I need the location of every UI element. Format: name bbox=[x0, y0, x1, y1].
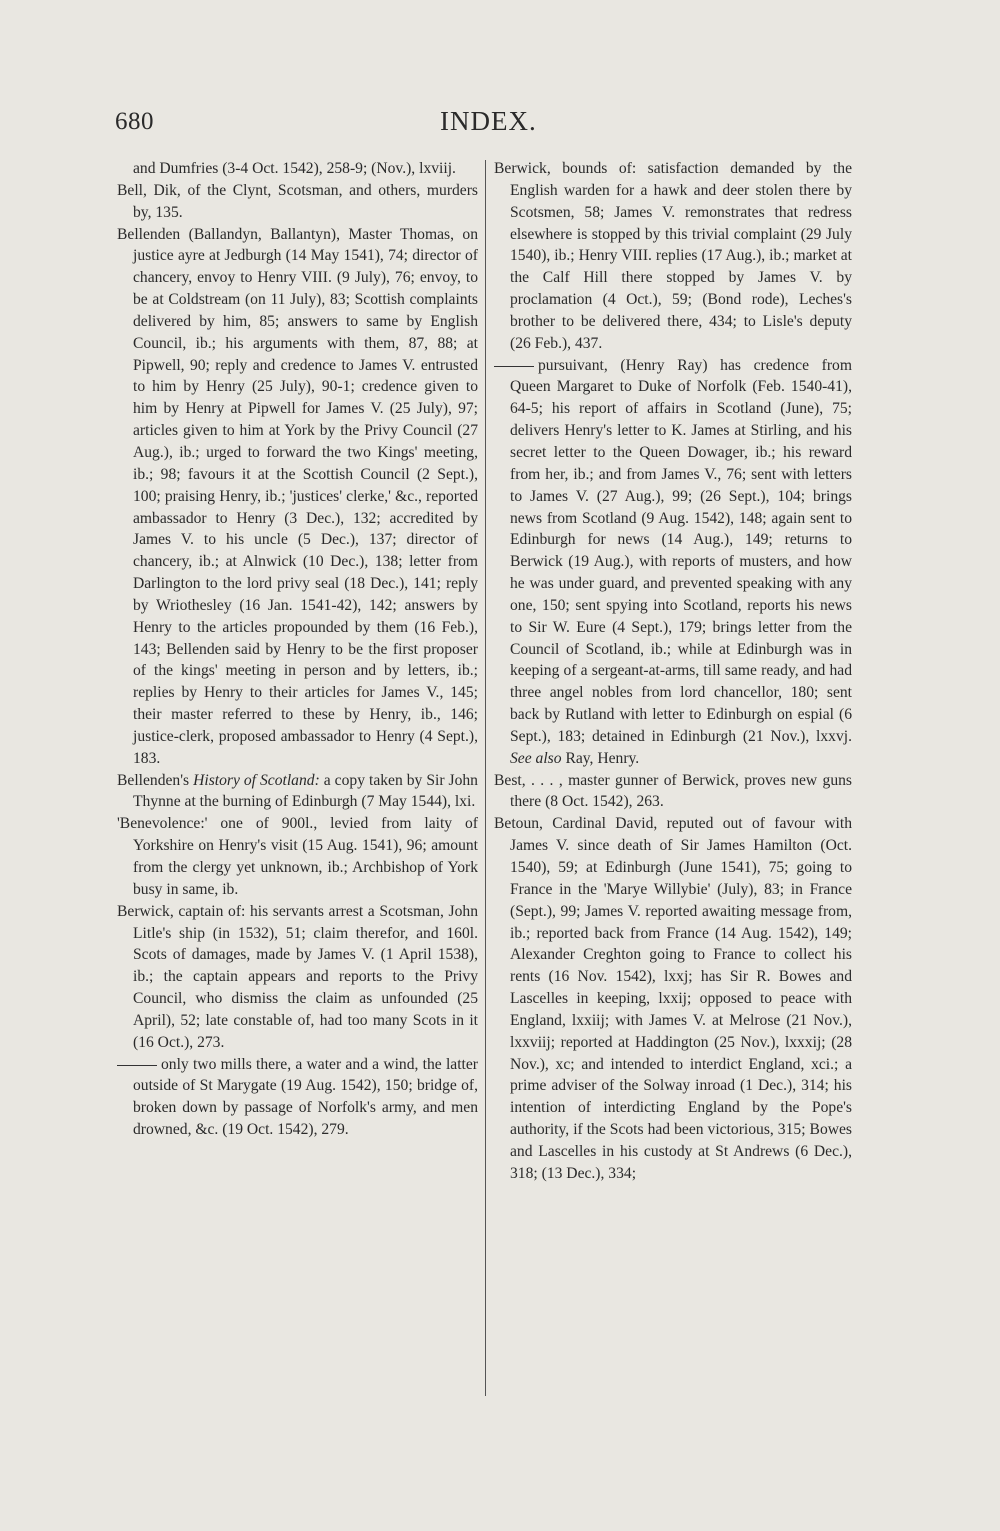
index-entry: Best, . . . , master gunner of Berwick, proves new guns there (8 Oct. 1542), 263. bbox=[494, 771, 852, 811]
index-entry: 'Benevolence:' one of 900l., levied from laity of Yorkshire on Henry's visit (15 Aug. 1541), 96; amount from the clergy yet unknown, ib.; Archbishop of York busy in same, ib. bbox=[117, 815, 478, 898]
index-entry: Berwick, bounds of: satisfaction demanded by the English warden for a hawk and deer stolen there by Scotsmen, 58; James V. remonstrates that redress elsewhere is stopped by this trivial complaint (29 July 1540), ib.; Henry VIII. replies (17 Aug.), ib.; market at the Calf Hill there stopped by James V. by proclamation (4 Oct.), 59; (Bond rode), Leches's brother to be delivered there, 434; to Lisle's deputy (26 Feb.), 437. bbox=[494, 160, 852, 352]
index-entry bbox=[494, 355, 852, 770]
index-entry bbox=[117, 770, 478, 814]
see-also-italic: See also bbox=[510, 749, 562, 767]
ditto-dash bbox=[117, 1065, 157, 1066]
entry-title-italic: History of Scotland: bbox=[193, 771, 320, 789]
index-entry: and Dumfries (3-4 Oct. 1542), 258-9; (Nov.), lxviij. bbox=[133, 160, 456, 177]
entry-text: pursuivant, (Henry Ray) has credence from Queen Margaret to Duke of Norfolk (Feb. 1540-41), 64-5; his report of affairs in Scotland (June), 75; delivers Henry's letter to K. James at Stirling, and his secret letter to the Queen Dowager, ib.; his reward from her, ib.; and from James V., 76; sent with letters to James V. (27 Aug.), 99; (26 Sept.), 104; brings news from Scotland (9 Aug. 1542), 148; again sent to Edinburgh for news (14 Aug.), 149; returns to Berwick (19 Aug.), with reports of musters, and how he was under guard, and prevented speaking with any one, 150; sent spying into Scotland, reports his news to Sir W. Eure (4 Sept.), 179; brings letter from the Council of Scotland, ib.; while at Edinburgh was in keeping of a sergeant-at-arms, till same ready, and had three angel nobles from lord chancellor, 180; sent back by Rutland with letter to Edinburgh on espial (6 Sept.), 183; detained in Edinburgh (21 Nov.), lxxvj. bbox=[510, 356, 852, 745]
ditto-dash bbox=[494, 366, 534, 367]
index-entry: Betoun, Cardinal David, reputed out of favour with James V. since death of Sir James Hamilton (Oct. 1540), 59; at Edinburgh (June 1541), 75; going to France in the 'Marye Willybie' (July), 83; in France (Sept.), 99; James V. reported awaiting message from, ib.; reported back from France (14 Aug. 1542), 149; Alexander Creghton going to France to collect his rents (16 Nov. 1542), lxxj; has Sir R. Bowes and Lascelles in keeping, lxxij; opposed to peace with England, lxxiij; with James V. at Melrose (21 Nov.), lxxviij; reported at Haddington (25 Nov.), lxxxij; (28 Nov.), xc; and intended to interdict England, xci.; a prime adviser of the Solway inroad (1 Dec.), 314; his intention of interdicting England by the Pope's authority, if the Scots had been victorious, 315; Bowes and Lascelles in his custody at St Andrews (6 Dec.), 318; (13 Dec.), 334; bbox=[494, 815, 852, 1182]
index-entry: Bellenden (Ballandyn, Ballantyn), Master Thomas, on justice ayre at Jedburgh (14 May 1541), 74; director of chancery, envoy to Henry VIII. (9 July), 76; envoy, to be at Coldstream (on 11 July), 83; Scottish complaints delivered by him, 85; answers to same by English Council, ib.; his arguments with them, 87, 88; at Pipwell, 90; reply and credence to James V. entrusted to him by Henry (25 July), 90-1; credence given to him by Henry at Pipwell for James V. (25 July), 97; articles given to him at York by the Privy Council (27 Aug.), ib.; urged to forward the two Kings' meeting, ib.; 98; favours it at the Scottish Council (2 Sept.), 100; praising Henry, ib.; 'justices' clerke,' &c., reported ambassador to Henry (3 Dec.), 132; accredited by James V. to his uncle (5 Dec.), 137; director of chancery, ib.; at Alnwick (10 Dec.), 138; letter from Darlington to the lord privy seal (18 Dec.), 141; reply by Wriothesley (16 Jan. 1541-42), 142; answers by Henry to the articles propounded by them (16 Feb.), 143; Bellenden said by Henry to be the first proposer of the kings' meeting in person and by letters, ib.; replies by Henry to their articles for James V., 145; their master referred to these by Henry, ib., 146; justice-clerk, proposed ambassador to Henry (4 Sept.), 183. bbox=[117, 225, 478, 767]
page-number: 680 bbox=[115, 108, 154, 135]
entry-text: Bellenden's bbox=[117, 771, 194, 789]
left-column bbox=[117, 158, 478, 1141]
right-column bbox=[494, 158, 852, 1185]
page-title: INDEX. bbox=[440, 106, 537, 136]
entry-text: Ray, Henry. bbox=[561, 749, 640, 767]
entry-text: a copy taken by Sir John Thynne at the burning of Edinburgh (7 May 1544), lxi. bbox=[133, 771, 478, 811]
entry-text: only two mills there, a water and a wind, the latter outside of St Marygate (19 Aug. 1542), 150; bridge of, broken down by passage of Norfolk's army, and men drowned, &c. (19 Oct. 1542), 279. bbox=[133, 1055, 478, 1139]
index-entry: Bell, Dik, of the Clynt, Scotsman, and others, murders by, 135. bbox=[117, 181, 478, 221]
index-entry: Berwick, captain of: his servants arrest a Scotsman, John Litle's ship (in 1532), 51; claim therefor, and 160l. Scots of damages, made by James V. (1 April 1538), ib.; the captain appears and reports to the Privy Council, who dismiss the claim as unfounded (25 April), 52; late constable of, had too many Scots in it (16 Oct.), 273. bbox=[117, 902, 478, 1051]
column-divider bbox=[485, 160, 486, 1396]
index-entry bbox=[117, 1054, 478, 1141]
